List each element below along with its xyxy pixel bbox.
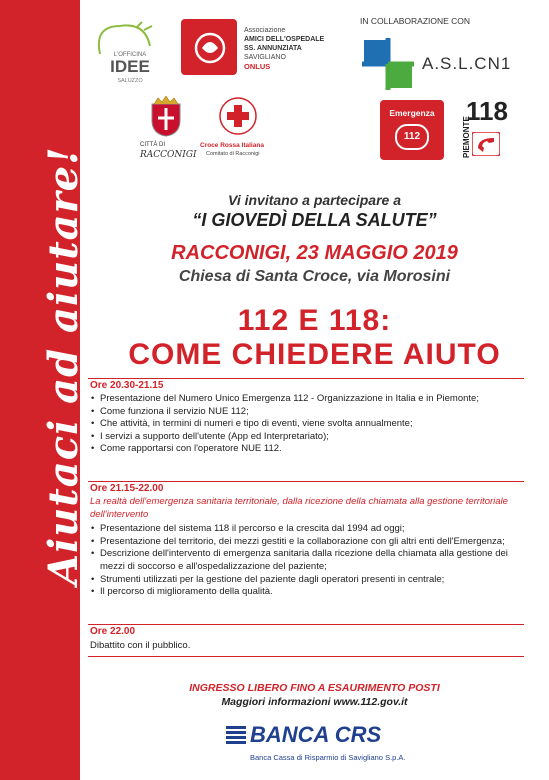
- amici-line5: ONLUS: [244, 62, 271, 71]
- cri-line1: Croce Rossa Italiana: [200, 142, 264, 149]
- phone-icon: [472, 132, 500, 156]
- list-item: • Come funziona il servizio NUE 112;: [100, 406, 520, 419]
- program-section-1: [90, 380, 520, 456]
- emergenza-112-box: [380, 100, 444, 160]
- officina-line1: L'OFFICINA: [113, 52, 147, 58]
- section-divider: [88, 624, 524, 625]
- more-info-line: Maggiori informazioni www.112.gov.it: [221, 696, 408, 708]
- list-item: • Descrizione dell'intervento di emergenza sanitaria dalla ricezione della chiamata alla gestione dei mezzi di soccorso e all'ospedalizzazione del paziente;: [100, 548, 520, 573]
- list-item: • I servizi a supporto dell'utente (App ed Interpretariato);: [100, 431, 520, 444]
- amici-line3: SS. ANNUNZIATA: [244, 45, 302, 52]
- section-3-time: Ore 22.00: [90, 626, 136, 637]
- amici-ospedale-logo: [180, 18, 350, 78]
- event-venue: Chiesa di Santa Croce, via Morosini: [178, 268, 451, 285]
- main-title-line2: COME CHIEDERE AIUTO: [128, 338, 501, 371]
- banca-subtitle: Banca Cassa di Risparmio di Savigliano S.p.A.: [250, 753, 406, 762]
- intro-line1: Vi invitano a partecipare a: [228, 192, 401, 208]
- racconigi-crest-icon: [148, 96, 184, 138]
- list-item: • Presentazione del territorio, dei mezzi gestiti e la collaborazione con gli altri enti dell'Emergenza;: [100, 536, 520, 549]
- main-title-line1: 112 E 118:: [237, 304, 392, 337]
- section-2-time: Ore 21.15-22.00: [90, 483, 164, 494]
- officina-line2: IDEE: [110, 57, 150, 76]
- officina-line3: SALUZZO: [117, 78, 143, 84]
- asl-logo: [360, 12, 545, 92]
- section-2-list: [90, 523, 520, 599]
- program-section-3: [90, 626, 520, 653]
- collab-text: IN COLLABORAZIONE CON: [360, 16, 471, 26]
- event-series-title: “I GIOVEDÌ DELLA SALUTE”: [192, 210, 437, 230]
- amici-text: [244, 26, 324, 71]
- piemonte-label: PIEMONTE: [462, 116, 471, 158]
- emergenza-112-number: 112: [395, 124, 429, 150]
- section-3-text: Dibattito con il pubblico.: [90, 640, 191, 651]
- free-entry-notice: INGRESSO LIBERO FINO A ESAURIMENTO POSTI: [189, 682, 440, 694]
- section-1-time: Ore 20.30-21.15: [90, 380, 164, 391]
- section-divider: [88, 656, 524, 657]
- comune-line1: CITTÀ DI: [140, 142, 165, 148]
- side-banner-text: Aiutaci ad aiutare!: [40, 146, 87, 585]
- list-item: • Presentazione del Numero Unico Emergenza 112 - Organizzazione in Italia e in Piemonte;: [100, 393, 520, 406]
- banca-name: BANCA CRS: [250, 722, 382, 747]
- section-2-note: La realtà dell'emergenza sanitaria territoriale, dalla ricezione della chiamata alla gestione territoriale dell'intervento: [90, 496, 508, 520]
- asl-cross-icon: [360, 36, 416, 92]
- list-item: • Strumenti utilizzati per la gestione del paziente dagli operatori presenti in centrale;: [100, 574, 520, 587]
- cri-line2: Comitato di Racconigi: [206, 151, 260, 157]
- header-logos: [80, 0, 549, 185]
- section-1-list: [90, 393, 520, 456]
- comune-racconigi-logo: [140, 96, 200, 166]
- list-item: • Come rapportarsi con l'operatore NUE 112.: [100, 443, 520, 456]
- event-date: RACCONIGI, 23 MAGGIO 2019: [171, 242, 458, 264]
- amici-line1: Associazione: [244, 27, 286, 34]
- program-section-2: [90, 483, 520, 599]
- red-cross-icon: [218, 96, 258, 136]
- comune-line2: RACCONIGI: [140, 150, 197, 160]
- emergenza-118-number: 118: [466, 96, 508, 126]
- banca-stripes-icon: [226, 726, 246, 748]
- banca-crs-logo: [250, 722, 430, 770]
- emergenza-label: Emergenza: [389, 108, 435, 118]
- side-banner: [0, 0, 87, 780]
- section-divider: [88, 378, 524, 379]
- list-item: • Il percorso di miglioramento della qualità.: [100, 586, 520, 599]
- emergenza-logo: [380, 96, 540, 162]
- asl-name: A.S.L.CN1: [422, 54, 512, 73]
- amici-line4: SAVIGLIANO: [244, 54, 286, 61]
- officina-idee-logo: [90, 16, 170, 96]
- amici-line2: AMICI DELL'OSPEDALE: [244, 36, 325, 43]
- croce-rossa-logo: [200, 96, 280, 166]
- list-item: • Che attività, in termini di numeri e tipo di eventi, viene svolta annualmente;: [100, 418, 520, 431]
- section-divider: [88, 481, 524, 482]
- amici-emblem-icon: [180, 18, 238, 76]
- list-item: • Presentazione del sistema 118 il percorso e la crescita dal 1994 ad oggi;: [100, 523, 520, 536]
- piemonte-vertical: [450, 100, 471, 160]
